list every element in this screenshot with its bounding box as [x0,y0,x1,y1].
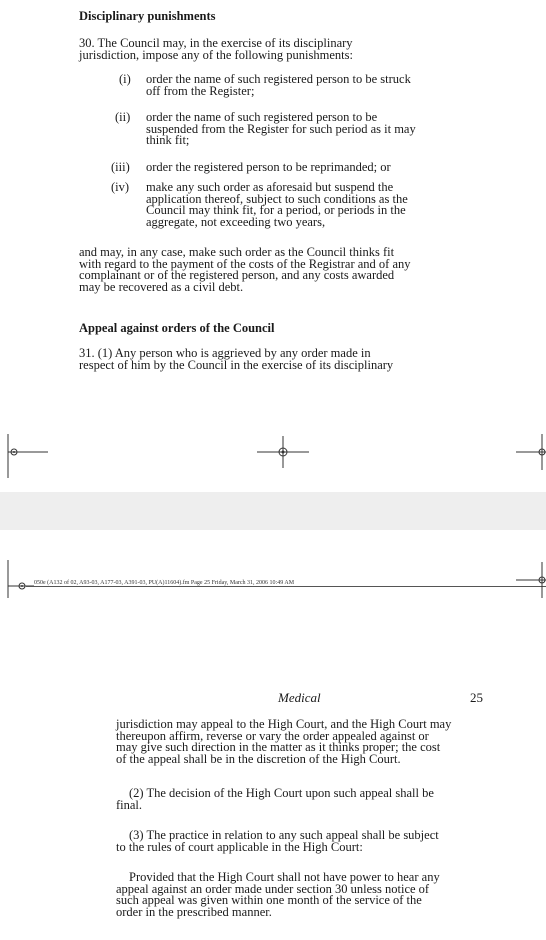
item-line: order the registered person to be reprimanded; or [146,160,391,174]
item-line: make any such order as aforesaid but suspend the [146,180,394,194]
section-31-line: respect of him by the Council in the exercise of its disciplinary [79,357,394,372]
heading-disciplinary-punishments: Disciplinary punishments [79,9,216,23]
subsection-2-line: final. [116,797,143,812]
section-31-paragraph [79,348,452,371]
closing-paragraph [79,247,452,293]
item-line: Council may think fit, for a period, or periods in the [146,203,406,218]
item-line: suspended from the Register for such period as it may [146,121,416,136]
proviso-paragraph [116,872,489,918]
running-title: Medical [278,690,321,705]
page-number: 25 [470,690,483,705]
closing-line: with regard to the payment of the costs of the Registrar and of any [79,256,411,271]
proviso-line: appeal against an order made under section 30 unless notice of [116,881,430,896]
heading-appeal-against-orders: Appeal against orders of the Council [79,321,275,335]
print-info: 050e (A132 of 02, A93-03, A177-03, A391-03, PU(A)11604).fm Page 25 Friday, March 31, 2006 10:49 AM [34,580,297,586]
item-line: off from the Register; [146,83,255,98]
crop-mark-icon [0,430,50,480]
footer-rule [26,586,546,587]
proviso-line: Provided that the High Court shall not have power to hear any [129,870,440,884]
item-line: order the name of such registered person to be [146,110,378,124]
proviso-line: such appeal was given within one month of the service of the [116,893,422,908]
crop-mark-icon [516,560,546,600]
subsection-3 [116,830,489,853]
list-item [146,182,452,228]
section-31-line: 31. (1) Any person who is aggrieved by any order made in [79,346,371,360]
list-item [146,162,452,174]
item-number: (iv) [111,180,130,194]
item-number: (i) [119,72,131,86]
item-line: application thereof, subject to such conditions as the [146,191,408,206]
subsection-2-line: (2) The decision of the High Court upon such appeal shall be [129,786,434,800]
item-line: think fit; [146,133,190,148]
crop-mark-icon [255,432,311,472]
continuation-line: may give such direction in the matter as it thinks proper; the cost [116,740,441,755]
closing-line: complainant or of the registered person, and any costs awarded [79,268,395,283]
proviso-line: order in the prescribed manner. [116,904,272,919]
section-30-line: jurisdiction, impose any of the following punishments: [79,47,353,62]
item-number: (iii) [111,160,130,174]
subsection-3-line: (3) The practice in relation to any such appeal shall be subject [129,828,439,842]
continuation-line: jurisdiction may appeal to the High Court, and the High Court may [116,717,452,731]
subsection-3-line: to the rules of court applicable in the High Court: [116,839,363,854]
item-line: aggregate, not exceeding two years, [146,214,326,229]
item-number: (ii) [115,110,131,124]
section-30-line: 30. The Council may, in the exercise of its disciplinary [79,36,353,50]
item-line: order the name of such registered person to be struck [146,72,411,86]
section-31-continuation [116,719,489,765]
page-separator [0,492,546,530]
list-item [146,74,452,97]
subsection-2 [116,788,489,811]
continuation-line: of the appeal shall be in the discretion of the High Court. [116,751,401,766]
crop-mark-icon [516,430,546,470]
list-item [146,112,452,147]
section-30-intro [79,38,452,61]
closing-line: and may, in any case, make such order as the Council thinks fit [79,245,395,259]
continuation-line: thereupon affirm, reverse or vary the order appealed against or [116,728,429,743]
closing-line: may be recovered as a civil debt. [79,279,244,294]
